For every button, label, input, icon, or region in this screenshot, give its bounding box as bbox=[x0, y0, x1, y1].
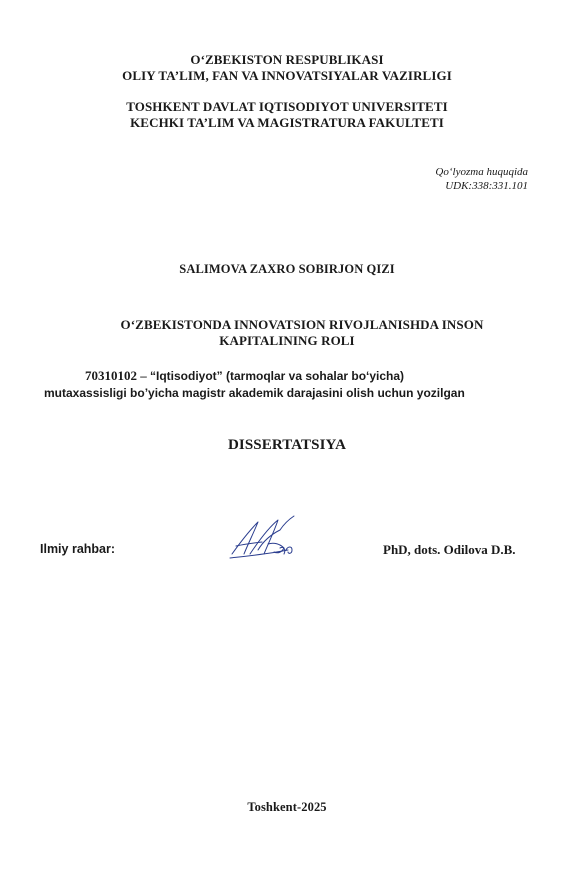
supervisor-label: Ilmiy rahbar: bbox=[40, 542, 116, 556]
faculty-line: KECHKI TA’LIM VA MAGISTRATURA FAKULTETI bbox=[130, 115, 444, 130]
supervisor-name: PhD, dots. Odilova D.B. bbox=[383, 542, 516, 557]
specialty-line-1 bbox=[85, 368, 404, 384]
thesis-title-line-1: O‘ZBEKISTONDA INNOVATSION RIVOJLANISHDA INSON bbox=[120, 317, 484, 332]
manuscript-rights: Qo‘lyozma huquqida bbox=[435, 166, 528, 178]
author-name: SALIMOVA ZAXRO SOBIRJON QIZI bbox=[179, 262, 395, 276]
thesis-title-line-2: KAPITALINING ROLI bbox=[219, 333, 355, 348]
footer-city-year: Toshkent-2025 bbox=[247, 800, 327, 814]
udk-code: UDK:338:331.101 bbox=[445, 180, 528, 192]
specialty-line-2: mutaxassisligi bo’yicha magistr akademik darajasini olish uchun yozilgan bbox=[44, 386, 465, 400]
document-type: DISSERTATSIYA bbox=[227, 437, 347, 453]
ministry-line-2: OLIY TA’LIM, FAN VA INNOVATSIYALAR VAZIRLIGI bbox=[122, 68, 452, 83]
university-line-1: TOSHKENT DAVLAT IQTISODIYOT UNIVERSITETI bbox=[126, 99, 448, 114]
specialty-code: 70310102 – bbox=[85, 368, 147, 383]
ministry-line-1: O‘ZBEKISTON RESPUBLIKASI bbox=[190, 52, 384, 67]
signature-image bbox=[228, 510, 310, 562]
specialty-name: “Iqtisodiyot” (tarmoqlar va sohalar bo‘yicha) bbox=[150, 369, 405, 383]
